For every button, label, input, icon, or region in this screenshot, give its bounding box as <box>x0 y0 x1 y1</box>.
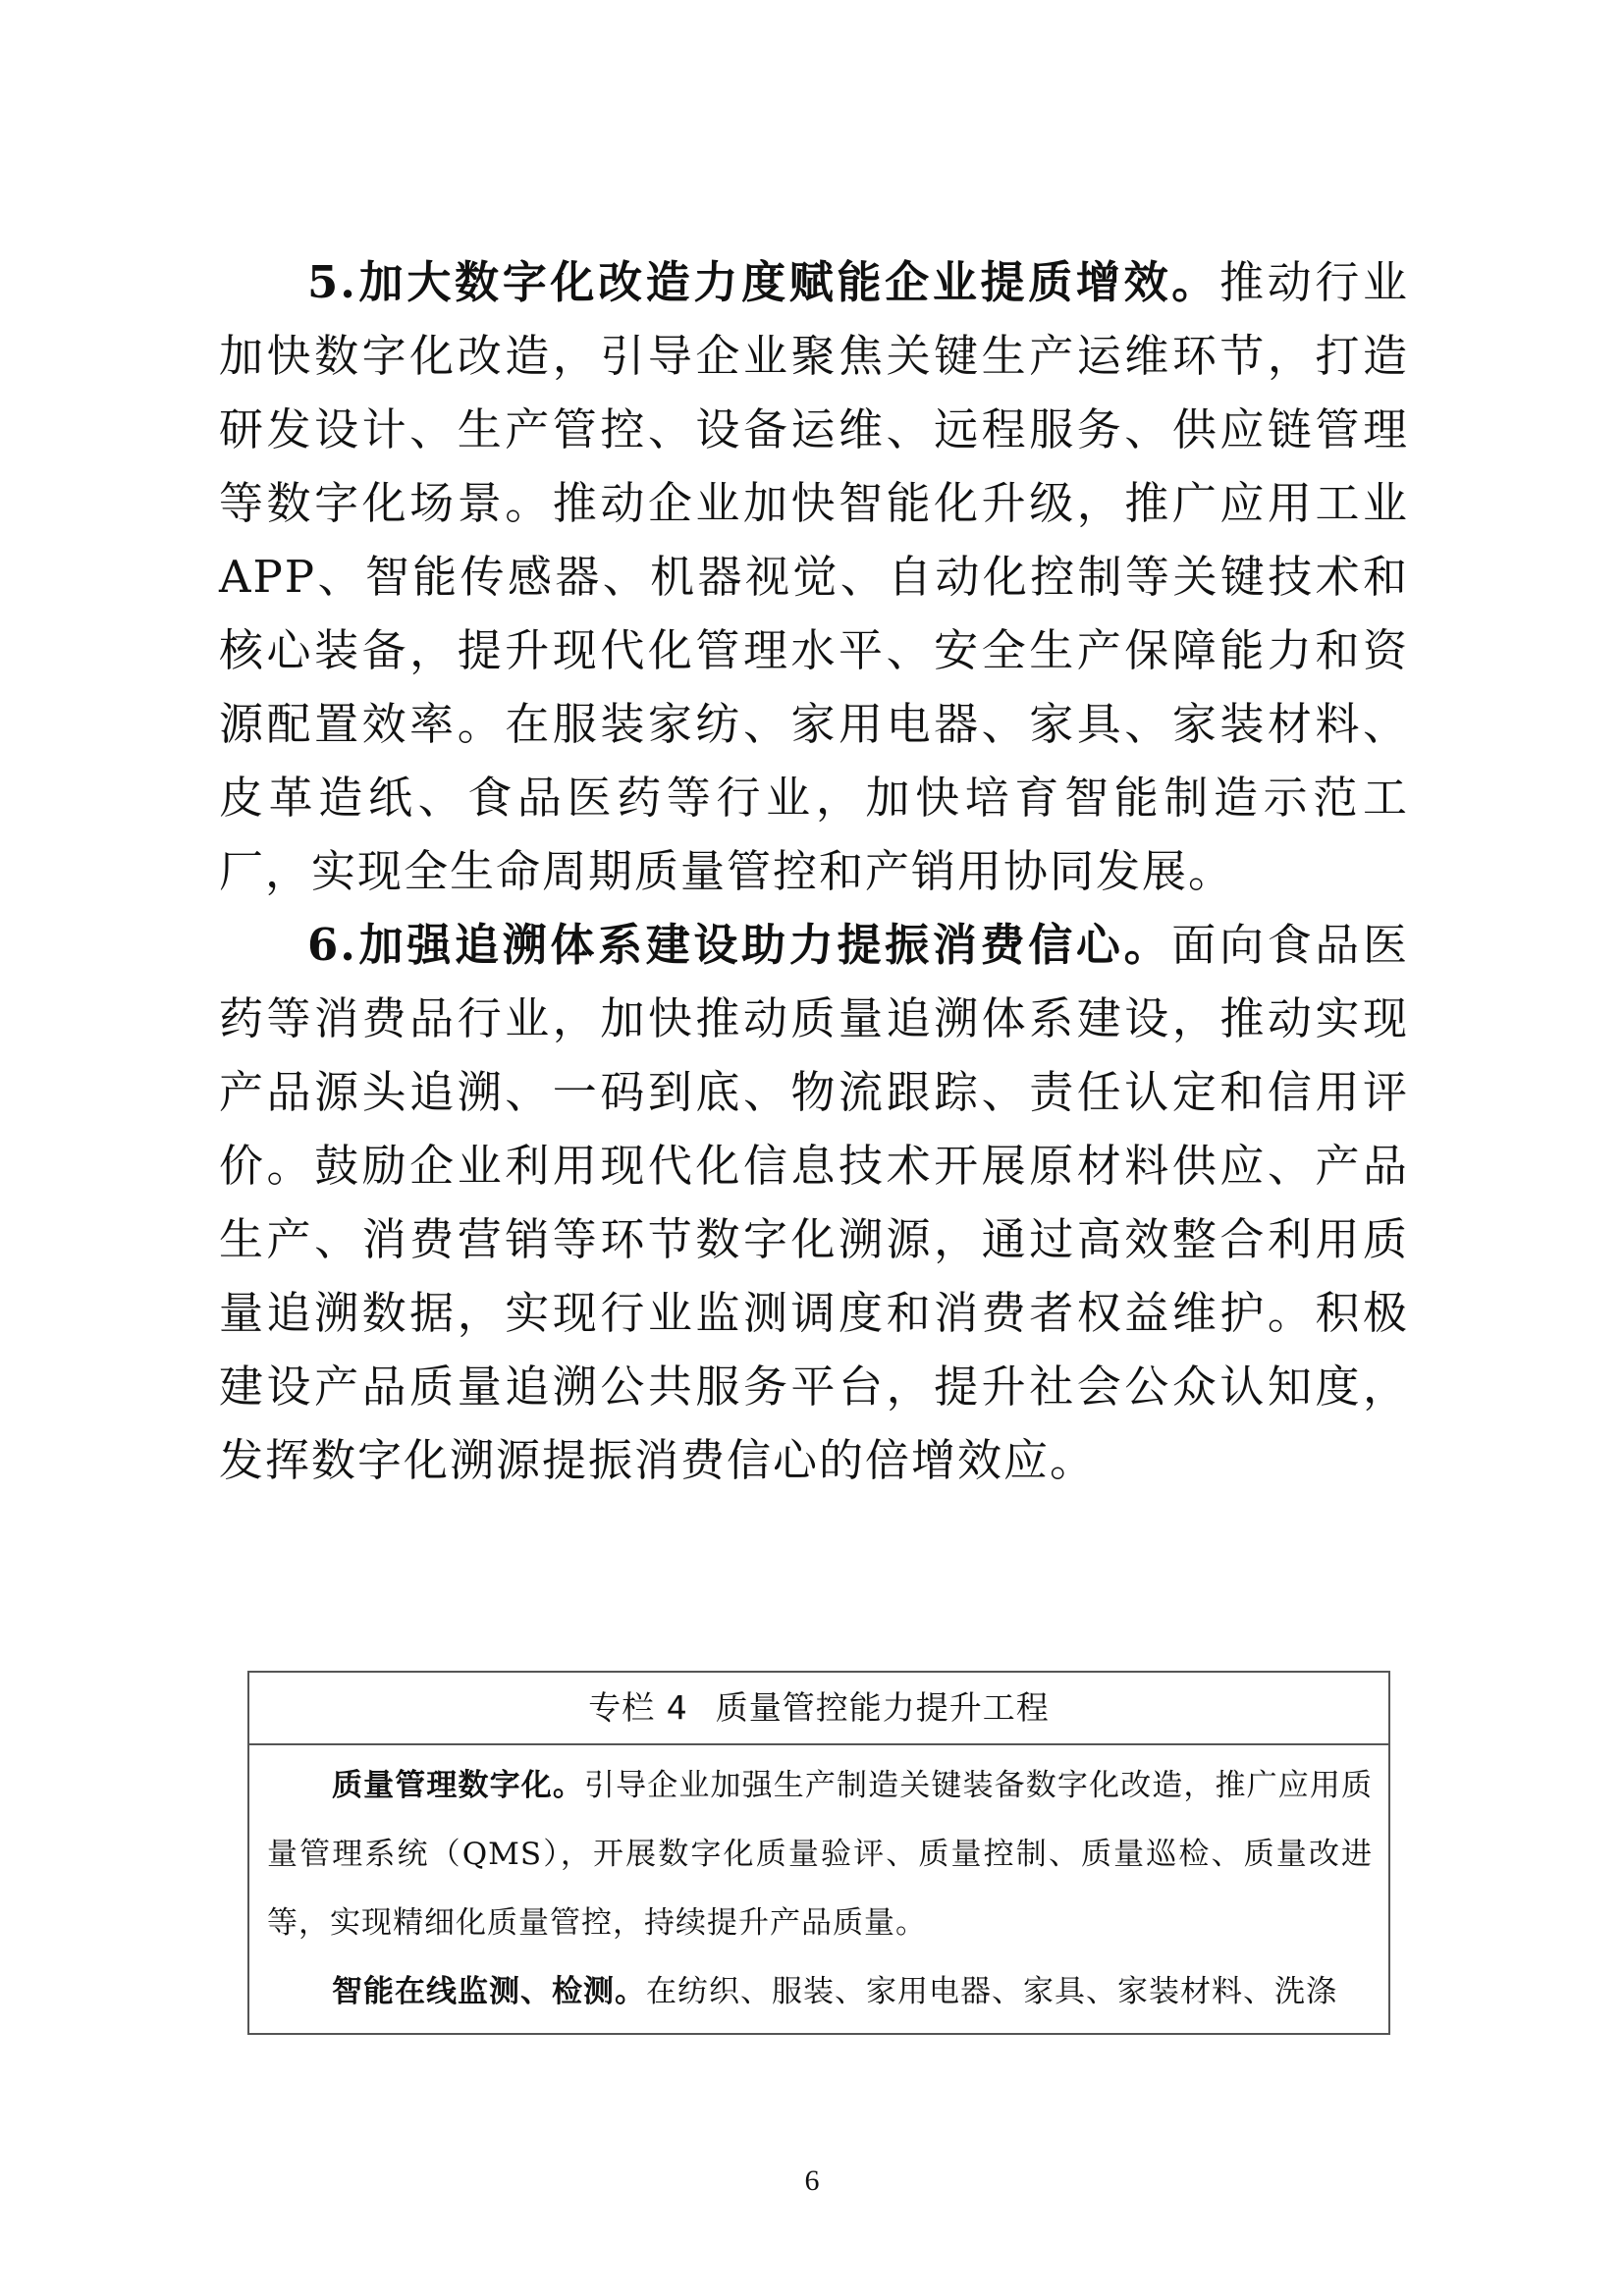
feature-box-item <box>267 1957 1373 2026</box>
feature-box-heading: 质量管控能力提升工程 <box>715 1688 1050 1727</box>
feature-item-body: 引导企业加强生产制造关键装备数字化改造，推广应用质量管理系统（QMS），开展数字化质量验评、质量控制、质量巡检、质量改进等，实现精细化质量管控，持续提升产品质量。 <box>267 1768 1373 1941</box>
page-number: 6 <box>804 2164 820 2197</box>
feature-box-body <box>249 1745 1388 2026</box>
feature-item-heading: 智能在线监测、检测。 <box>332 1974 646 2009</box>
paragraph-digital-transformation <box>219 245 1409 908</box>
paragraph-body: 面向食品医药等消费品行业，加快推动质量追溯体系建设，推动实现产品源头追溯、一码到底、物流跟踪、责任认定和信用评价。鼓励企业利用现代化信息技术开展原材料供应、产品生产、消费营销等环节数字化溯源，通过高效整合利用质量追溯数据，实现行业监测调度和消费者权益维护。积极建设产品质量追溯公共服务平台，提升社会公众认知度，发挥数字化溯源提振消费信心的倍增效应。 <box>219 919 1409 1486</box>
feature-box-label: 专栏 4 <box>588 1688 688 1727</box>
feature-box <box>247 1671 1390 2035</box>
main-content <box>219 245 1409 1497</box>
feature-box-item <box>267 1751 1373 1957</box>
feature-item-heading: 质量管理数字化。 <box>332 1768 584 1803</box>
feature-item-body: 在纺织、服装、家用电器、家具、家装材料、洗涤 <box>646 1974 1337 2009</box>
paragraph-traceability <box>219 908 1409 1497</box>
paragraph-body: 推动行业加快数字化改造，引导企业聚焦关键生产运维环节，打造研发设计、生产管控、设备运维、远程服务、供应链管理等数字化场景。推动企业加快智能化升级，推广应用工业APP、智能传感器、机器视觉、自动化控制等关键技术和核心装备，提升现代化管理水平、安全生产保障能力和资源配置效率。在服装家纺、家用电器、家具、家装材料、皮革造纸、食品医药等行业，加快培育智能制造示范工厂，实现全生命周期质量管控和产销用协同发展。 <box>219 256 1409 897</box>
paragraph-heading: 6.加强追溯体系建设助力提振消费信心。 <box>307 919 1172 971</box>
feature-box-title <box>249 1673 1388 1745</box>
paragraph-heading: 5.加大数字化改造力度赋能企业提质增效。 <box>307 256 1219 308</box>
